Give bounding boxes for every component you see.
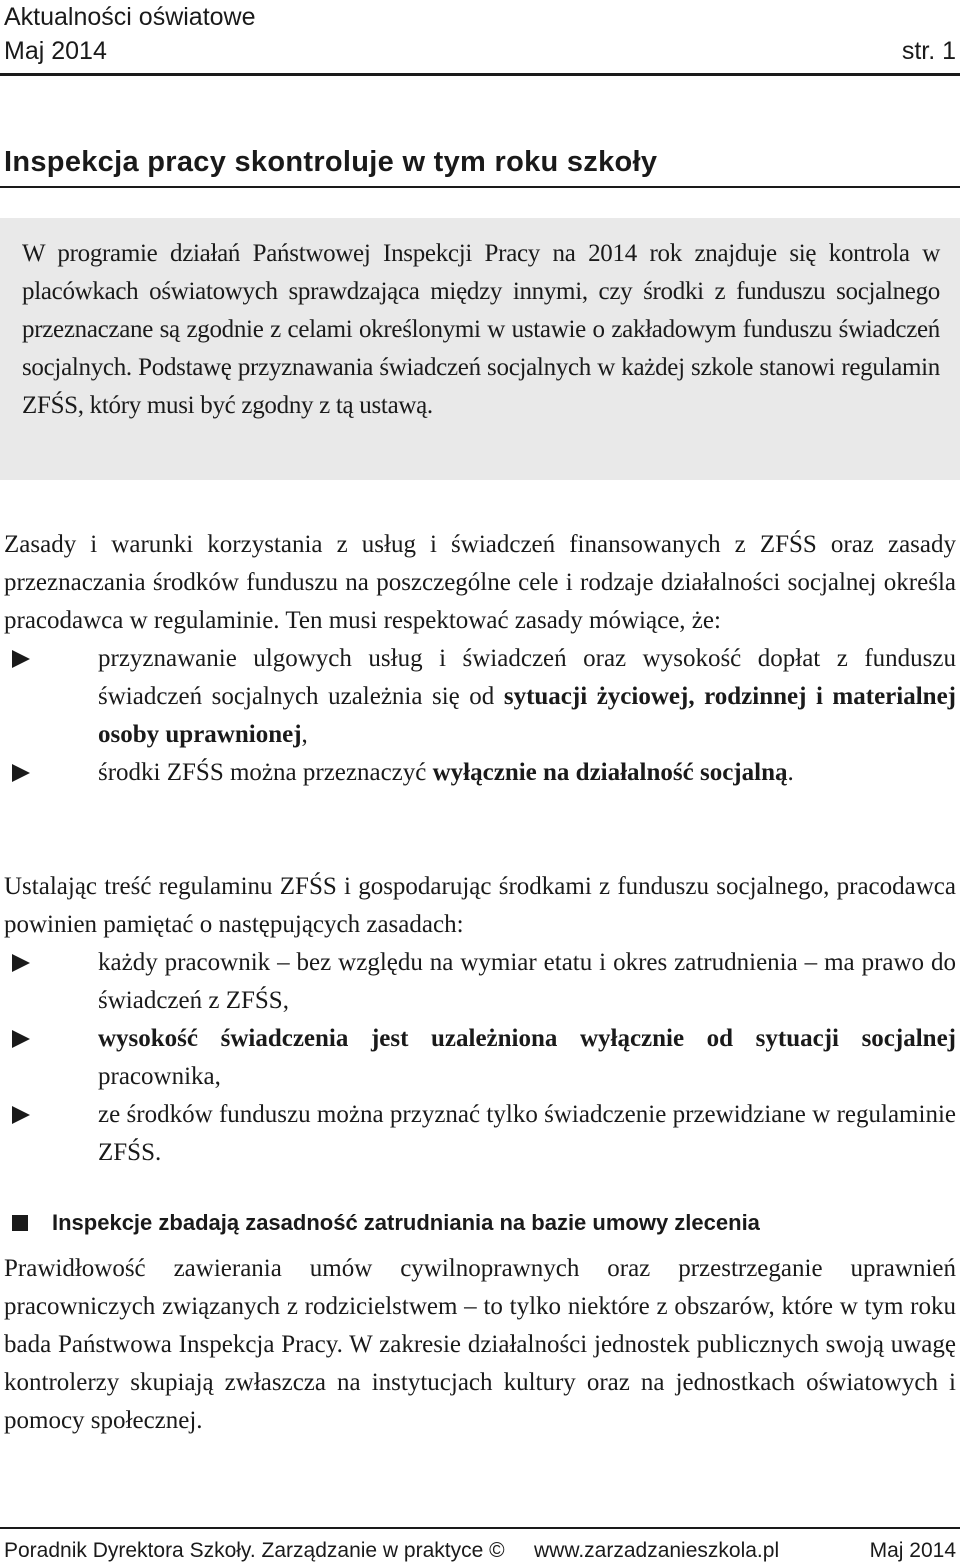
footer-date: Maj 2014 (869, 1539, 956, 1562)
header-date: Maj 2014 (4, 37, 107, 65)
list-item: przyznawanie ulgowych usług i świadczeń oraz wysokość dopłat z funduszu świadczeń socjalnych uzależnia się od sytuacji życiowej, rodzinnej i materialnej osoby uprawnionej, (4, 640, 956, 754)
page-number: str. 1 (901, 37, 956, 65)
list-item: ze środków funduszu można przyznać tylko świadczenie przewidziane w regulaminie ZFŚS. (4, 1096, 956, 1172)
triangle-bullet-icon (12, 1106, 30, 1124)
bullet-list-1 (4, 640, 956, 792)
body-section-2 (4, 868, 956, 1172)
footer-divider (0, 1527, 960, 1529)
body-paragraph-2: Ustalając treść regulaminu ZFŚS i gospodarując środkami z funduszu socjalnego, pracodawca powinien pamiętać o następujących zasadach: (4, 873, 956, 938)
list-item: wysokość świadczenia jest uzależniona wyłącznie od sytuacji socjalnej pracownika, (4, 1020, 956, 1096)
body-paragraph-3: Prawidłowość zawierania umów cywilnoprawnych oraz przestrzeganie uprawnień pracowniczych związanych z rodzicielstwem – to tylko niektóre z obszarów, które w tym roku bada Państwowa Inspekcja Pracy. W zakresie działalności jednostek publicznych swoją uwagę kontrolerzy skupiają zwłaszcza na instytucjach kultury oraz na jednostkach oświatowych i pomocy społecznej. (4, 1255, 956, 1434)
list-item: środki ZFŚS można przeznaczyć wyłącznie na działalność socjalną. (4, 754, 956, 792)
triangle-bullet-icon (12, 764, 30, 782)
subheading (4, 1206, 956, 1240)
header-title: Aktualności oświatowe (4, 3, 256, 31)
triangle-bullet-icon (12, 650, 30, 668)
footer-website: www.zarzadzanieszkola.pl (534, 1539, 780, 1562)
body-section-1 (4, 526, 956, 792)
bullet-list-2 (4, 944, 956, 1172)
body-paragraph-1: Zasady i warunki korzystania z usług i świadczeń finansowanych z ZFŚS oraz zasady przeznaczania środków funduszu na poszczególne cele i rodzaje działalności socjalnej określa pracodawca w regulaminie. Ten musi respektować zasady mówiące, że: (4, 531, 956, 634)
lead-box (0, 218, 960, 480)
footer-publication: Poradnik Dyrektora Szkoły. Zarządzanie w praktyce © (4, 1539, 505, 1562)
title-divider (0, 186, 960, 188)
triangle-bullet-icon (12, 1030, 30, 1048)
square-bullet-icon (12, 1215, 28, 1231)
list-item: każdy pracownik – bez względu na wymiar etatu i okres zatrudnienia – ma prawo do świadczeń z ZFŚS, (4, 944, 956, 1020)
header-divider (0, 73, 960, 76)
page-footer (4, 1536, 956, 1566)
triangle-bullet-icon (12, 954, 30, 972)
page-header (4, 0, 956, 68)
article-title: Inspekcja pracy skontroluje w tym roku szkoły (4, 146, 658, 178)
body-section-3 (4, 1250, 956, 1440)
lead-paragraph: W programie działań Państwowej Inspekcji Pracy na 2014 rok znajduje się kontrola w placówkach oświatowych sprawdzająca między innymi, czy środki z funduszu socjalnego przeznaczane są zgodnie z celami określonymi w ustawie o zakładowym funduszu świadczeń socjalnych. Podstawę przyznawania świadczeń socjalnych w każdej szkole stanowi regulamin ZFŚS, który musi być zgodny z tą ustawą. (22, 240, 940, 419)
subheading-text: Inspekcje zbadają zasadność zatrudniania na bazie umowy zlecenia (52, 1210, 760, 1235)
